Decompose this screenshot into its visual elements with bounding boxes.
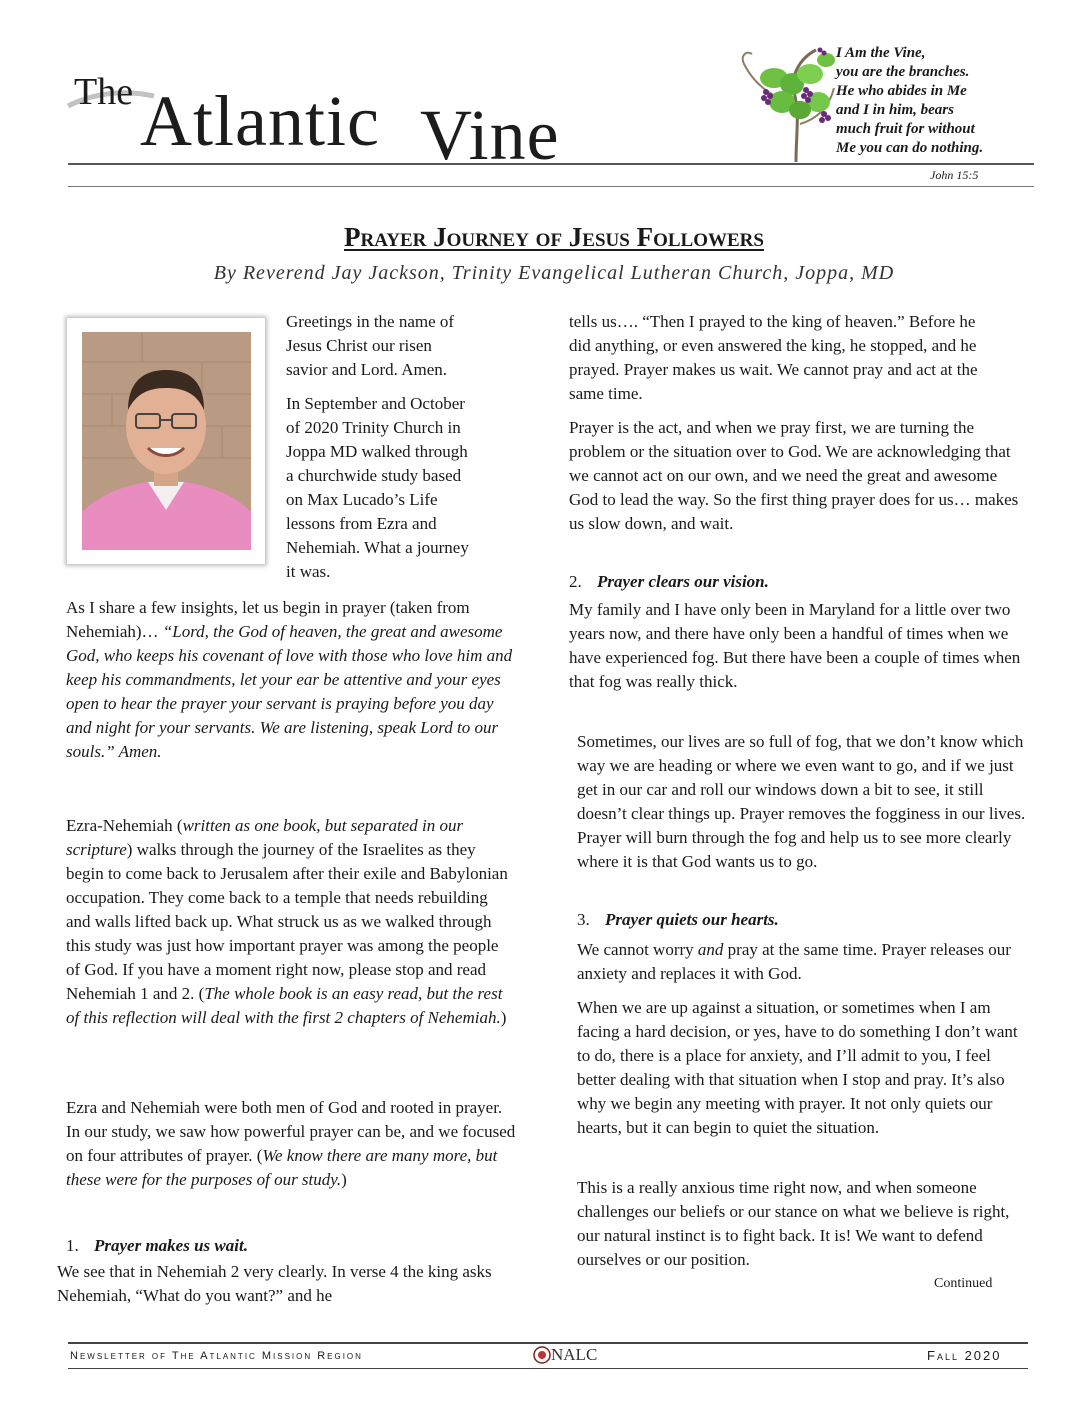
- text-line: In September and October: [286, 394, 465, 413]
- intro-paragraph-1: [286, 310, 526, 382]
- text-run: ): [341, 1170, 347, 1189]
- masthead-rule-thin: [68, 186, 1034, 187]
- ezra-nehemiah-paragraph: [66, 814, 516, 1030]
- nehemiah-verse-paragraph: [57, 1260, 507, 1308]
- text-run: tells us…. “Then I prayed to the king of heaven.” Before he did anything, or even answered the king, he stopped, and he prayed. Prayer makes us wait. We cannot pray and act at the same time.: [569, 312, 978, 403]
- heading-text: Prayer clears our vision.: [597, 572, 769, 591]
- col2-paragraph-fog-2: [577, 730, 1027, 874]
- text-run: We see that in Nehemiah 2 very clearly. In verse 4 the king asks Nehemiah, “What do you want?” and he: [57, 1262, 492, 1305]
- text-run: We cannot worry: [577, 940, 698, 959]
- grapevine-illustration: [730, 44, 842, 164]
- heading-prayer-quiets-hearts: [577, 908, 1027, 932]
- heading-text: Prayer makes us wait.: [94, 1236, 248, 1255]
- footer-rule-bottom: [68, 1368, 1028, 1369]
- col2-paragraph-2: [569, 416, 1029, 536]
- verse-line: I Am the Vine,: [836, 45, 926, 61]
- verse-line: you are the branches.: [836, 64, 970, 80]
- text-run: Ezra-Nehemiah (: [66, 816, 183, 835]
- nalc-logo-text: NALC: [551, 1345, 598, 1364]
- article-byline: By Reverend Jay Jackson, Trinity Evangelical Lutheran Church, Joppa, MD: [213, 262, 895, 284]
- scripture-verse: [836, 44, 1036, 158]
- footer-issue-label: Fall 2020: [927, 1348, 1002, 1363]
- text-run: Ezra and Nehemiah were both men of God and rooted in prayer. In our study, we saw how powerful prayer can be, and we focused on four attributes of prayer. (: [66, 1098, 516, 1165]
- masthead-vine: Vine: [420, 95, 560, 175]
- text-run-italic: written as one book, but separated in our scripture: [66, 816, 464, 859]
- text-line: on Max Lucado’s Life: [286, 490, 438, 509]
- text-line: Greetings in the name of: [286, 312, 455, 331]
- heading-number: 2.: [569, 572, 582, 591]
- text-run-italic: and: [697, 940, 724, 959]
- attributes-paragraph: [66, 1096, 516, 1192]
- text-run: ) walks through the journey of the Israelites as they begin to come back to Jerusalem after their exile and Babylonian occupation. They come back to a temple that needs rebuilding and walls lifted back up. What struck us as we walked through this study was just how important prayer was among the people of God. If you have a moment right now, please stop and read Nehemiah 1 and 2. (: [66, 840, 508, 1003]
- heading-number: 1.: [66, 1236, 79, 1255]
- col2-paragraph-worry: [577, 938, 1017, 986]
- heading-prayer-clears-vision: [569, 570, 1029, 594]
- text-line: it was.: [286, 562, 331, 581]
- intro-paragraph-2: [286, 392, 526, 584]
- col2-paragraph-fog: [569, 598, 1029, 694]
- text-run: ): [500, 1008, 507, 1027]
- verse-line: He who abides in Me: [836, 83, 967, 99]
- col2-paragraph-anxious: [577, 1176, 1027, 1272]
- text-line: savior and Lord. Amen.: [286, 360, 447, 379]
- text-line: Jesus Christ our risen: [286, 336, 432, 355]
- nalc-seal-icon: [533, 1346, 551, 1364]
- col2-paragraph-1: [569, 310, 989, 406]
- footer-newsletter-label: Newsletter of The Atlantic Mission Region: [70, 1350, 363, 1362]
- masthead-atlantic: Atlantic: [140, 81, 380, 161]
- continued-label: Continued: [934, 1276, 993, 1291]
- text-run: This is a really anxious time right now, and when someone challenges our beliefs or our stance on what we believe is right, our natural instinct is to fight back. It is! We want to defend ourselves or our position.: [577, 1178, 1010, 1269]
- author-photo: [82, 332, 251, 550]
- prayer-lead: As I share a few insights, let us begin in prayer (taken from Nehemiah)…: [66, 598, 470, 641]
- text-run: pray at the same time. Prayer releases our anxiety and replaces it with God.: [577, 940, 1011, 983]
- text-run-italic: The whole book is an easy read, but the rest of this reflection will deal with the first 2 chapters of Nehemiah.: [66, 984, 503, 1027]
- masthead-the: The: [74, 71, 134, 113]
- text-run: My family and I have only been in Maryland for a little over two years now, and there have only been a handful of times when we have experienced fog. But there have been a couple of times when that fog was really thick.: [569, 600, 1021, 691]
- masthead-rule: [68, 163, 1034, 165]
- article-title: Prayer Journey of Jesus Followers: [344, 222, 764, 252]
- text-run-italic: We know there are many more, but these were for the purposes of our study.: [66, 1146, 498, 1189]
- text-line: Nehemiah. What a journey: [286, 538, 469, 557]
- verse-reference: John 15:5: [930, 168, 979, 182]
- text-line: lessons from Ezra and: [286, 514, 437, 533]
- verse-line: Me you can do nothing.: [836, 140, 984, 156]
- heading-text: Prayer quiets our hearts.: [605, 910, 779, 929]
- prayer-quote: “Lord, the God of heaven, the great and awesome God, who keeps his covenant of love with those who love him and keep his commandments, let your ear be attentive and your eyes open to hear the prayer your servant is praying before you day and night for your servants. We are listening, speak Lord to our souls.” Amen.: [66, 622, 513, 761]
- text-run: When we are up against a situation, or sometimes when I am facing a hard decision, or yes, have to do something I don’t want to do, there is a place for anxiety, and I’ll admit to you, I feel better dealing with that situation when I stop and pray. It’s also why we begin any meeting with prayer. It not only quiets our hearts, but it can begin to quiet the situation.: [577, 998, 1018, 1137]
- text-line: of 2020 Trinity Church in: [286, 418, 461, 437]
- text-line: Joppa MD walked through: [286, 442, 468, 461]
- text-line: a churchwide study based: [286, 466, 462, 485]
- text-run: Prayer is the act, and when we pray first, we are turning the problem or the situation over to God. We are acknowledging that we cannot act on our own, and we need the great and awesome God to lead the way. So the first thing prayer does for us… makes us slow down, and wait.: [569, 418, 1019, 533]
- heading-prayer-makes-us-wait: [66, 1234, 516, 1258]
- footer-rule-top: [68, 1342, 1028, 1344]
- heading-number: 3.: [577, 910, 590, 929]
- text-run: Sometimes, our lives are so full of fog, that we don’t know which way we are heading or where we even want to go, and if we just get in our car and roll our windows down a bit to see, it still doesn’t clear things up. Prayer removes the fogginess in our lives. Prayer will burn through the fog and help us to see more clearly where it is that God wants us to go.: [577, 732, 1026, 871]
- col2-paragraph-situation: [577, 996, 1027, 1140]
- verse-line: and I in him, bears: [836, 102, 954, 118]
- verse-line: much fruit for without: [836, 121, 975, 137]
- prayer-paragraph: [66, 596, 516, 764]
